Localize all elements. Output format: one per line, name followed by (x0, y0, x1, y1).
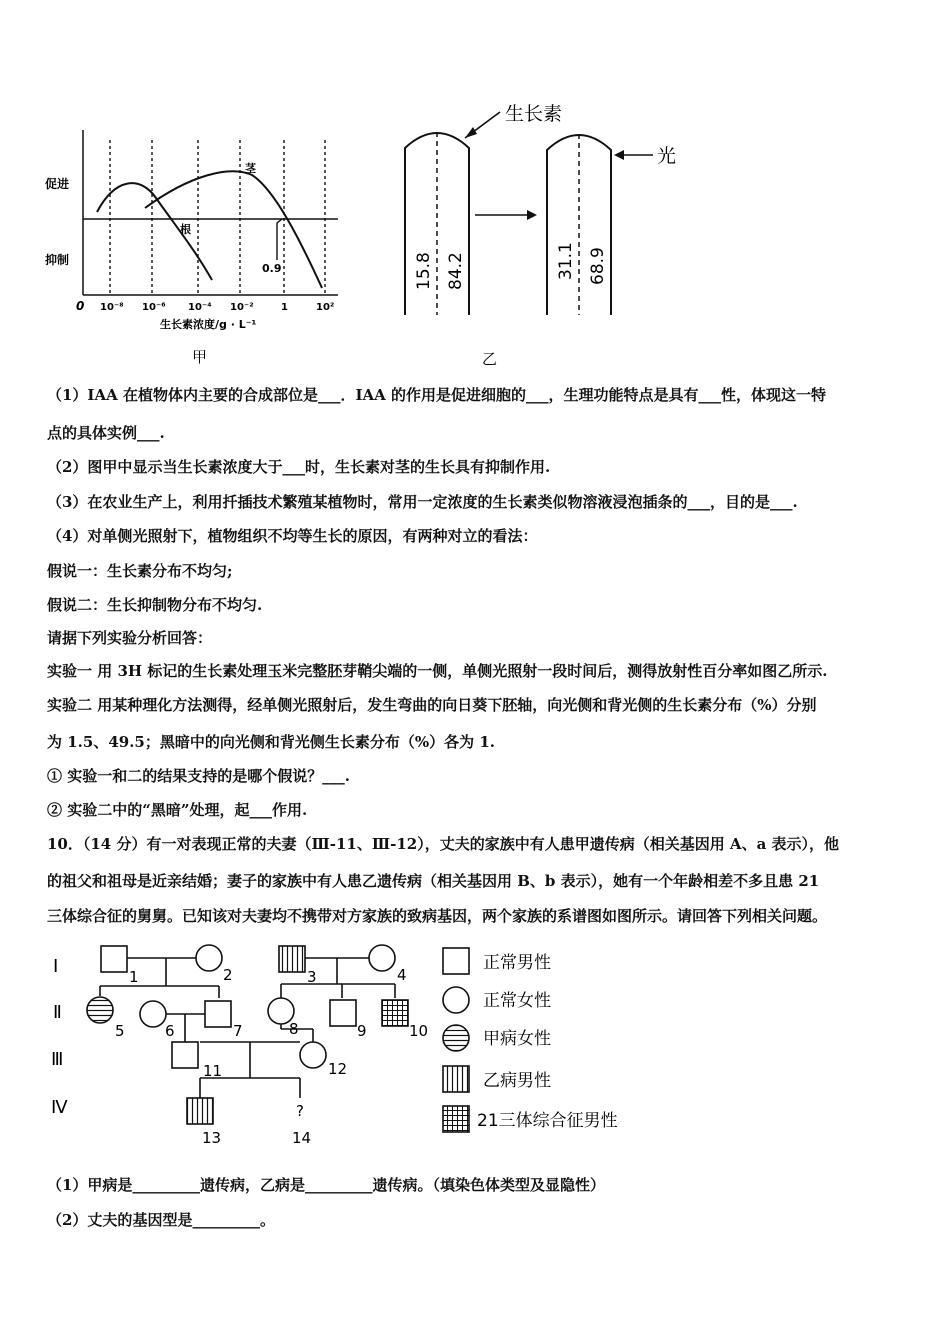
right-value: 68.9 (588, 247, 608, 285)
q9-part4: （4）对单侧光照射下，植物组织不均等生长的原因，有两种对立的看法： (47, 527, 538, 545)
individual-1-normal-male (101, 946, 127, 972)
right-value: 31.1 (556, 242, 576, 280)
individual-id: 6 (165, 1022, 175, 1040)
legend-normal-female-label: 正常女性 (483, 991, 551, 1011)
stem-curve (145, 171, 322, 288)
generation-label: Ⅰ (53, 956, 59, 977)
x-tick-label: 10⁻⁸ (100, 302, 124, 313)
q10-stem-line2: 的祖父和祖母是近亲结婚；妻子的家族中有人患乙遗传病（相关基因用 B、b 表示），她有一个年龄相差不多且患 21 (47, 872, 820, 890)
legend-disease-a-female-label: 甲病女性 (483, 1029, 551, 1049)
q9-part2: （2）图甲中显示当生长素浓度大于___时，生长素对茎的生长具有抑制作用. (47, 458, 551, 476)
auxin-arrowhead (465, 127, 477, 138)
individual-10-trisomy21-male (382, 1000, 408, 1026)
figure-jia (40, 120, 360, 370)
legend-normal-female-symbol (443, 987, 469, 1013)
x-tick-label: 10² (316, 302, 335, 313)
generation-label: Ⅲ (51, 1049, 64, 1070)
left-value: 84.2 (446, 252, 466, 290)
figure-caption: 甲 (192, 348, 208, 366)
q9-hypothesis-2: 假说二：生长抑制物分布不均匀. (47, 596, 263, 614)
q9-part1-line2: 点的具体实例___. (47, 424, 165, 442)
left-value: 15.8 (414, 252, 434, 290)
q9-prompt: 请据下列实验分析回答： (47, 629, 213, 647)
individual-11-normal-male (172, 1042, 198, 1068)
q10-stem-line3: 三体综合征的舅舅。已知该对夫妻均不携带对方家族的致病基因，两个家族的系谱图如图所示。请回答下列相关问题。 (47, 907, 828, 925)
auxin-label: 生长素 (505, 103, 563, 125)
figure-caption: 乙 (482, 350, 498, 368)
y-label-inhibit: 抑制 (45, 253, 70, 267)
root-curve (97, 183, 212, 280)
stem-label: 茎 (245, 162, 256, 175)
q9-part1-line1: （1）IAA 在植物体内主要的合成部位是___．IAA 的作用是促进细胞的___，生理功能特点是具有___性，体现这一特 (47, 386, 826, 404)
individual-id: 2 (223, 966, 233, 984)
individual-id: 1 (129, 968, 139, 986)
individual-id: 3 (307, 968, 317, 986)
individual-6-normal-female (140, 1001, 166, 1027)
individual-9-normal-male (330, 1000, 356, 1026)
light-label: 光 (657, 145, 677, 167)
individual-id: 13 (202, 1129, 222, 1147)
generation-label: Ⅳ (51, 1097, 68, 1118)
figure-yi (395, 90, 695, 375)
legend-disease-a-female-symbol (443, 1025, 469, 1051)
individual-id: 7 (233, 1022, 243, 1040)
x-tick-label: 10⁻² (230, 302, 254, 313)
q10-subquestion-2: （2）丈夫的基因型是_________。 (47, 1211, 275, 1229)
dashed-gridlines (110, 140, 325, 295)
x-tick-label: 1 (281, 302, 288, 313)
individual-id: 11 (203, 1062, 223, 1080)
marker-label: 0.9 (262, 262, 282, 275)
light-arrowhead (614, 150, 624, 160)
legend-normal-male-label: 正常男性 (483, 953, 551, 973)
individual-id: 12 (328, 1060, 348, 1078)
individual-id: 10 (409, 1022, 429, 1040)
legend-trisomy21-male-symbol (443, 1106, 469, 1132)
individual-2-normal-female (196, 945, 222, 971)
q9-hypothesis-1: 假说一：生长素分布不均匀; (47, 562, 233, 580)
root-label: 根 (180, 223, 191, 236)
q9-experiment-1: 实验一 用 3H 标记的生长素处理玉米完整胚芽鞘尖端的一侧，单侧光照射一段时间后，测得放射性百分率如图乙所示. (47, 662, 828, 680)
individual-12-normal-female (300, 1042, 326, 1068)
individual-13-disease-b-male (187, 1098, 213, 1124)
q9-subquestion-2: ② 实验二中的“黑暗”处理，起___作用. (47, 801, 308, 819)
individual-5-disease-a-female (87, 997, 113, 1023)
generation-label: Ⅱ (53, 1002, 62, 1023)
q9-experiment-2-line1: 实验二 用某种理化方法测得，经单侧光照射后，发生弯曲的向日葵下胚轴，向光侧和背光侧的生长素分布（%）分别 (47, 696, 817, 714)
origin-label: 0 (76, 299, 85, 313)
q9-experiment-2-line2: 为 1.5、49.5；黑暗中的向光侧和背光侧生长素分布（%）各为 1. (47, 733, 495, 751)
x-axis-label: 生长素浓度/g · L⁻¹ (160, 318, 257, 331)
individual-id: 4 (397, 966, 407, 984)
transfer-arrowhead (527, 210, 537, 220)
individual-7-normal-male (205, 1001, 231, 1027)
q9-part3: （3）在农业生产上，利用扦插技术繁殖某植物时，常用一定浓度的生长素类似物溶液浸泡插条的___，目的是___. (47, 493, 798, 511)
legend-disease-b-male-label: 乙病男性 (483, 1071, 551, 1091)
individual-id: 8 (289, 1020, 299, 1038)
individual-id: 9 (357, 1022, 367, 1040)
legend-trisomy21-male-label: 21三体综合征男性 (477, 1111, 618, 1131)
legend-disease-b-male-symbol (443, 1066, 469, 1092)
legend-normal-male-symbol (443, 948, 469, 974)
q10-stem-line1: 10．（14 分）有一对表现正常的夫妻（Ⅲ-11、Ⅲ-12），丈夫的家族中有人患甲遗传病（相关基因用 A、a 表示），他 (47, 835, 840, 853)
individual-id: 14 (292, 1129, 312, 1147)
x-tick-label: 10⁻⁶ (142, 302, 166, 313)
x-tick-label: 10⁻⁴ (188, 302, 212, 313)
marker-arrow (277, 219, 282, 260)
y-label-promote: 促进 (45, 177, 70, 191)
unknown-individual: ? (296, 1102, 304, 1120)
pedigree-chart (45, 938, 665, 1153)
q9-subquestion-1: ① 实验一和二的结果支持的是哪个假说？___. (47, 767, 350, 785)
q10-subquestion-1: （1）甲病是_________遗传病，乙病是_________遗传病。（填染色体类型及显隐性） (47, 1176, 605, 1194)
individual-id: 5 (115, 1022, 125, 1040)
individual-4-normal-female (369, 945, 395, 971)
individual-3-disease-b-male (279, 946, 305, 972)
